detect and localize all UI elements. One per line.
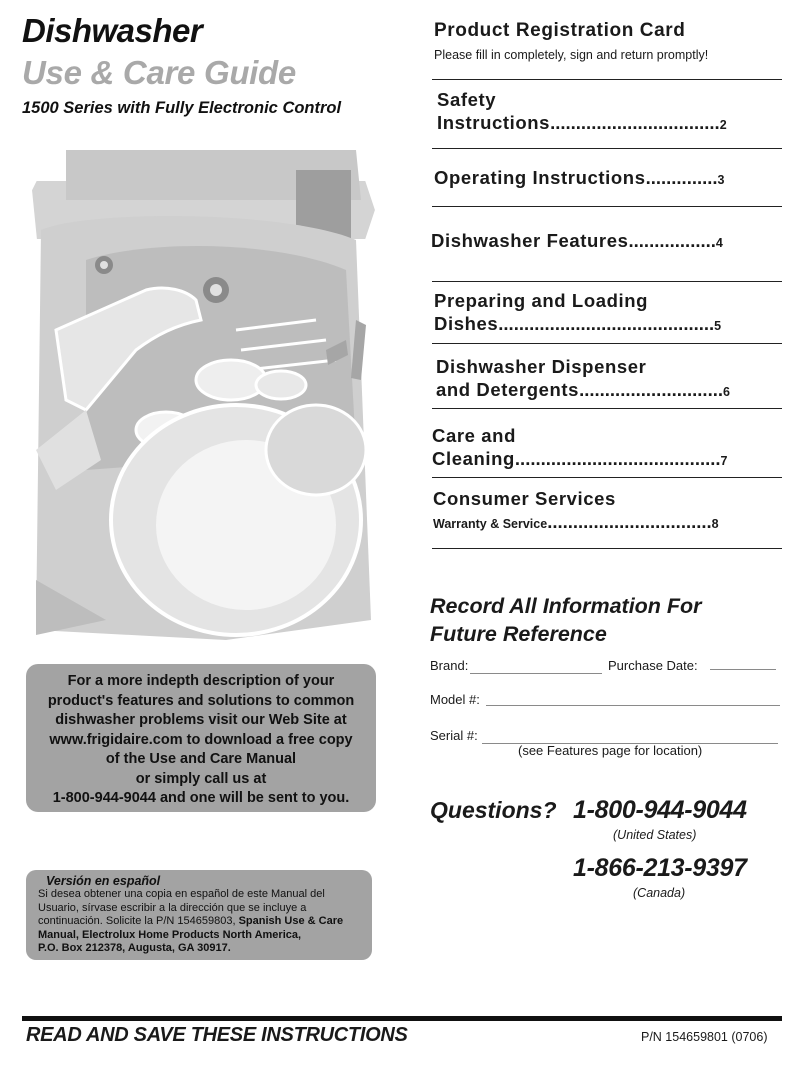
footer-rule (22, 1016, 782, 1021)
page-number: 3 (717, 173, 725, 187)
region-us: (United States) (613, 828, 697, 842)
phone-us[interactable]: 1-800-944-9044 (573, 796, 747, 824)
divider (432, 477, 782, 478)
page-number: 7 (720, 454, 728, 468)
divider (432, 548, 782, 549)
divider (432, 408, 782, 409)
footer-instructions: READ AND SAVE THESE INSTRUCTIONS (26, 1024, 408, 1046)
purchase-date-field[interactable] (710, 669, 776, 670)
dishwasher-illustration (26, 150, 396, 640)
purchase-date-label: Purchase Date: (608, 658, 698, 673)
registration-card-instructions: Please fill in completely, sign and return promptly! (434, 48, 709, 62)
toc-entry-care[interactable]: Care and Cleaning........................................7 (432, 425, 728, 469)
document-title: Dishwasher (22, 12, 203, 49)
divider (432, 281, 782, 282)
brand-field[interactable] (470, 673, 602, 674)
model-field[interactable] (486, 705, 780, 706)
record-info-title: Record All Information For Future Reference (430, 594, 702, 646)
toc-entry-dispenser[interactable]: Dishwasher Dispenser and Detergents............................6 (436, 356, 730, 400)
document-subtitle-guide: Use & Care Guide (22, 54, 296, 91)
website-link[interactable]: www.frigidaire.com to download a free copy (49, 731, 353, 748)
brand-label: Brand: (430, 658, 469, 673)
phone-canada[interactable]: 1-866-213-9397 (573, 854, 747, 882)
page-number: 5 (714, 319, 722, 333)
region-canada: (Canada) (633, 886, 686, 900)
page-number: 6 (723, 385, 730, 399)
spanish-version-title: Versión en español (46, 874, 161, 888)
questions-label: Questions? (430, 797, 557, 823)
toc-entry-safety[interactable]: Safety Instructions.................................2 (437, 89, 727, 133)
series-subtitle: 1500 Series with Fully Electronic Control (22, 99, 342, 117)
serial-label: Serial #: (430, 728, 478, 743)
spanish-version-box: Versión en español Si desea obtener una copia en español de este Manual del Usuario, sírvase escribir a la dirección que se incluye a continuación. Solicite la P/N 154659803, Spanish Use & Care Manual, Electrolux Home Products North America, P.O. Box 212378, Augusta, GA 30917. (26, 870, 372, 960)
toc-entry-features[interactable]: Dishwasher Features.................4 (431, 230, 723, 251)
registration-card-title: Product Registration Card (434, 20, 686, 41)
model-label: Model #: (430, 692, 480, 707)
page-number: 2 (719, 118, 727, 132)
divider (432, 343, 782, 344)
page-number: 4 (715, 236, 723, 250)
part-number: P/N 154659801 (0706) (641, 1030, 768, 1044)
toc-entry-loading[interactable]: Preparing and Loading Dishes..........................................5 (434, 290, 722, 334)
page-number: 8 (711, 517, 719, 531)
divider (432, 148, 782, 149)
serial-location-note: (see Features page for location) (518, 743, 703, 758)
divider (432, 79, 782, 80)
toc-entry-operating[interactable]: Operating Instructions..............3 (434, 167, 725, 188)
divider (432, 206, 782, 207)
toc-entry-consumer-services[interactable]: Consumer Services Warranty & Service................................8 (433, 488, 719, 532)
website-info-box: For a more indepth description of your product's features and solutions to common dishwasher problems visit our Web Site at www.frigidaire.com to download a free copy of the Use and Care Manual or simply call us at 1-800-944-9044 and one will be sent to you. (26, 664, 376, 812)
